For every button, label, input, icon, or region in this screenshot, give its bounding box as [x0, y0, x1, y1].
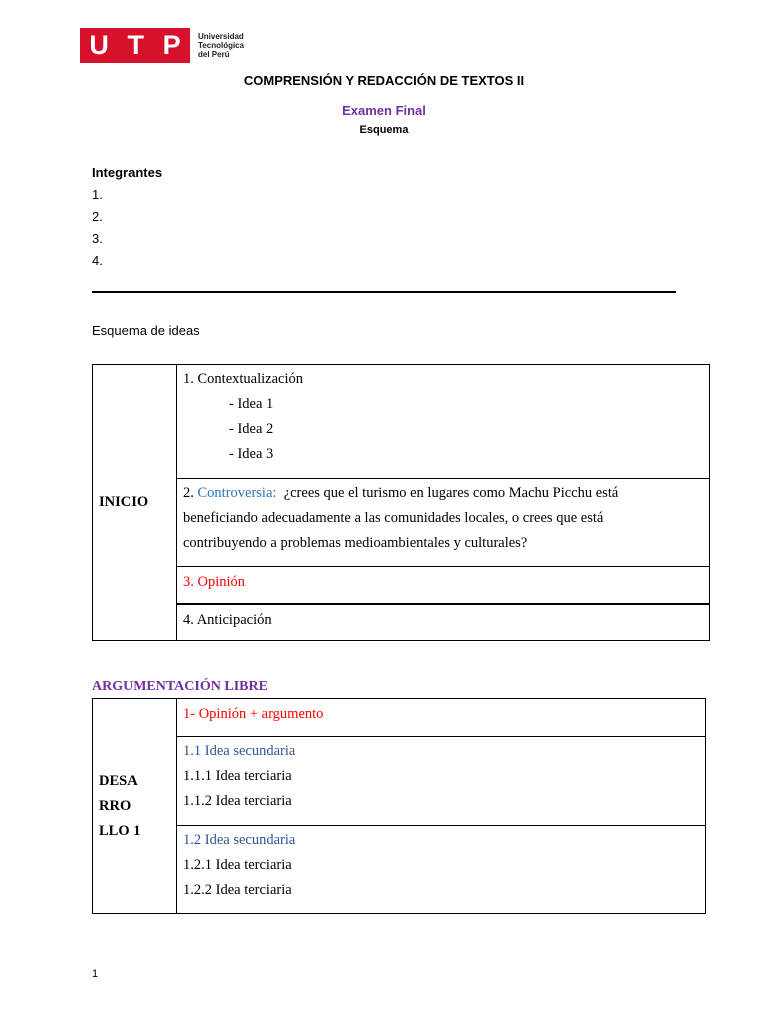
logo-letter-t: T [127, 30, 144, 60]
controversia-number: 2. [183, 485, 194, 501]
controversia-line-1 [183, 481, 703, 506]
controversia-line-2: beneficiando adecuadamente a las comunidades locales, o crees que está [183, 510, 604, 526]
ideas-heading: Esquema de ideas [92, 323, 200, 338]
course-title: COMPRENSIÓN Y REDACCIÓN DE TEXTOS II [243, 73, 525, 88]
anticipacion-label: 4. Anticipación [183, 611, 272, 628]
inicio-table [92, 364, 710, 641]
contextualizacion-title: 1. Contextualización [183, 371, 303, 387]
desarrollo-label [93, 699, 177, 914]
terciaria-item: 1.1.1 Idea terciaria [183, 768, 292, 784]
idea-item: - Idea 1 [229, 396, 274, 412]
opinion-cell [177, 567, 710, 604]
opinion-argumento-cell [177, 699, 706, 737]
logo-text-line: Tecnológica [198, 41, 245, 50]
idea-item: - Idea 3 [229, 446, 274, 462]
member-item: 2. [92, 209, 103, 224]
secundaria-2-cell [177, 826, 706, 914]
secundaria-1-cell [177, 737, 706, 826]
page-number: 1 [92, 968, 99, 980]
inicio-label-text: INICIO [99, 494, 149, 510]
contextualizacion-cell [177, 365, 710, 479]
utp-logo [80, 28, 244, 63]
schema-subtitle: Esquema [359, 124, 409, 136]
member-item: 1. [92, 187, 103, 202]
terciaria-item: 1.1.2 Idea terciaria [183, 793, 292, 809]
idea-item: - Idea 2 [229, 421, 274, 437]
opinion-label: 3. Opinión [183, 574, 246, 590]
logo-letter-u: U [89, 30, 109, 60]
inicio-label [93, 365, 177, 641]
logo-letter-p: P [162, 30, 181, 60]
members-heading: Integrantes [92, 165, 163, 180]
controversia-question: ¿crees que el turismo en lugares como Machu Picchu está [283, 485, 619, 501]
logo-text-line: Universidad [198, 32, 244, 41]
logo-text-line: del Perú [198, 50, 230, 59]
desarrollo-label-line: DESA [99, 772, 138, 789]
controversia-cell [177, 479, 710, 567]
divider-line [92, 291, 676, 293]
terciaria-item: 1.2.2 Idea terciaria [183, 882, 292, 898]
desarrollo-label-line: LLO 1 [99, 822, 141, 839]
member-item: 3. [92, 231, 103, 246]
utp-logo-mark [80, 28, 190, 63]
controversia-label: Controversia: [197, 485, 277, 501]
opinion-argumento-label: 1- Opinión + argumento [183, 706, 324, 722]
desarrollo-table [92, 698, 706, 914]
secundaria-title: 1.2 Idea secundaria [183, 832, 296, 848]
member-item: 4. [92, 253, 103, 268]
anticipacion-cell [177, 604, 710, 641]
argumentacion-heading: ARGUMENTACIÓN LIBRE [92, 679, 268, 694]
logo-university-name [198, 32, 244, 59]
controversia-line-3: contribuyendo a problemas medioambientales y culturales? [183, 535, 528, 551]
desarrollo-label-line: RRO [99, 797, 132, 814]
secundaria-title: 1.1 Idea secundaria [183, 743, 296, 759]
exam-title: Examen Final [342, 103, 426, 118]
terciaria-item: 1.2.1 Idea terciaria [183, 857, 292, 873]
